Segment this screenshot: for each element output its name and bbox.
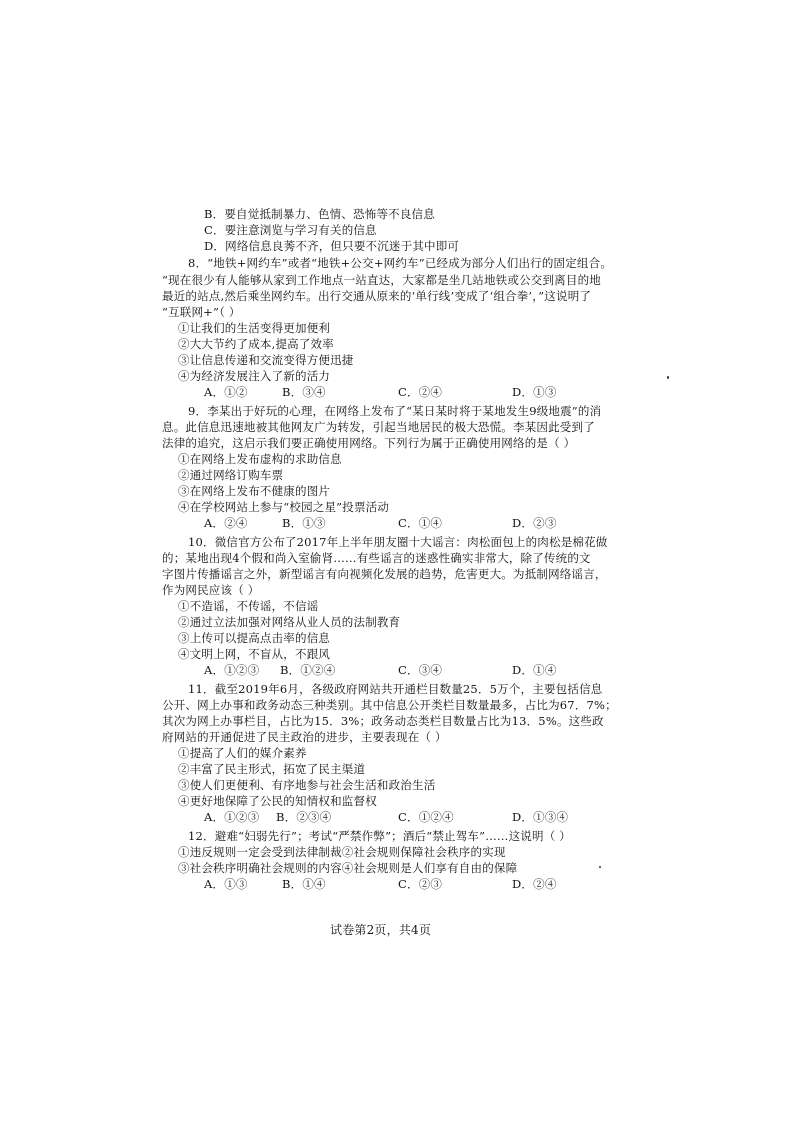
- question-8-statement: ④为经济发展注入了新的活力: [178, 369, 331, 383]
- question-8-statement: ③让信息传递和交流变得方便迅捷: [178, 353, 354, 367]
- question-8-stem: “现在很少有人能够从家到工作地点一站直达，大家都是坐几站地铁或公交到离目的地: [162, 273, 601, 287]
- question-8-statement: ①让我们的生活变得更加便利: [178, 321, 331, 335]
- question-9-stem: 息。此信息迅速地被其他网友广为转发，引起当地居民的极大恐慌。李某因此受到了: [162, 420, 595, 434]
- answer-d: D．②④: [512, 877, 557, 891]
- question-10-statement: ④文明上网，不盲从，不跟风: [178, 647, 331, 661]
- question-9-statement: ①在网络上发布虚构的求助信息: [178, 452, 342, 466]
- answer-c: C．②③: [398, 877, 443, 891]
- answer-a: A．①②③: [204, 663, 260, 677]
- question-8-answers: [0, 384, 794, 400]
- question-11-statement: ④更好地保障了公民的知情权和监督权: [178, 794, 377, 808]
- answer-a: A．①②: [204, 385, 248, 399]
- question-9-answers: [0, 515, 794, 531]
- question-11-stem: 府网站的开通促进了民主政治的进步，主要表现在（ ）: [162, 730, 447, 744]
- option-d: D．网络信息良莠不齐，但只要不沉迷于其中即可: [204, 239, 460, 253]
- question-12-statement: ③社会秩序明确社会规则的内容④社会规则是人们享有自由的保障: [178, 861, 518, 875]
- question-12-answers: [0, 876, 794, 892]
- question-8-stem: 8．“地铁+网约车”或者“地铁+公交+网约车”已经成为部分人们出行的固定组合。: [188, 256, 613, 270]
- answer-c: C．①②④: [398, 810, 454, 824]
- question-11-stem: 其次为网上办事栏目，占比为15．3%；政务动态类栏目数量占比为13．5%。这些政: [162, 714, 604, 728]
- question-12-stem: 12．避难“妇弱先行”；考试“严禁作弊”；酒后“禁止驾车”……这说明（ ）: [188, 829, 571, 843]
- question-9-statement: ②通过网络订购车票: [178, 468, 284, 482]
- question-8-stem: 最近的站点,然后乘坐网约车。出行交通从原来的‘单行线’变成了‘组合拳’，”这说明了: [162, 289, 592, 303]
- question-10-statement: ①不造谣，不传谣，不信谣: [178, 599, 319, 613]
- question-10-stem: 的；某地出现4个假和尚入室偷肾……有些谣言的迷惑性确实非常大，除了传统的文: [162, 551, 591, 565]
- question-11-statement: ①提高了人们的媒介素养: [178, 746, 307, 760]
- question-8-stem: “互联网+”（ ）: [162, 305, 241, 319]
- answer-d: D．①④: [512, 663, 557, 677]
- answer-a: A．②④: [204, 516, 248, 530]
- answer-b: B．①④: [282, 877, 326, 891]
- question-11-stem: 公开、网上办事和政务动态三种类别。其中信息公开类栏目数量最多，占比为67．7%；: [162, 698, 617, 712]
- answer-b: B．②③④: [276, 810, 332, 824]
- answer-d: D．①③: [512, 385, 557, 399]
- answer-c: C．③④: [398, 663, 443, 677]
- question-11-statement: ③使人们更便利、有序地参与社会生活和政治生活: [178, 778, 436, 792]
- question-11-statement: ②丰富了民主形式，拓宽了民主渠道: [178, 762, 366, 776]
- question-12-statement: ①违反规则一定会受到法律制裁②社会规则保障社会秩序的实现: [178, 845, 506, 859]
- question-9-statement: ④在学校网站上参与“校园之星”投票活动: [178, 500, 390, 514]
- question-11-answers: [0, 809, 794, 825]
- scan-speck: [599, 866, 601, 868]
- question-9-stem: 9．李某出于好玩的心理，在网络上发布了“某日某时将于某地发生9级地震”的消: [188, 404, 602, 418]
- answer-b: B．①②④: [280, 663, 336, 677]
- question-10-answers: [0, 662, 794, 678]
- answer-c: C．②④: [398, 385, 443, 399]
- question-9-stem: 法律的追究，这启示我们要正确使用网络。下列行为属于正确使用网络的是（ ）: [162, 436, 576, 450]
- option-c: C．要注意浏览与学习有关的信息: [204, 223, 377, 237]
- answer-a: A．①②③: [204, 810, 260, 824]
- answer-d: D．①③④: [512, 810, 569, 824]
- option-b: B．要自觉抵制暴力、色情、恐怖等不良信息: [204, 207, 435, 221]
- answer-c: C．①④: [398, 516, 443, 530]
- page-footer: 试卷第2页，共4页: [330, 923, 432, 937]
- question-10-statement: ②通过立法加强对网络从业人员的法制教育: [178, 615, 401, 629]
- question-10-stem: 字图片传播谣言之外，新型谣言有向视频化发展的趋势，危害更大。为抵制网络谣言，: [162, 567, 607, 581]
- answer-b: B．③④: [282, 385, 326, 399]
- question-8-statement: ②大大节约了成本,提高了效率: [178, 337, 334, 351]
- answer-b: B．①③: [282, 516, 326, 530]
- question-10-stem: 作为网民应该（ ）: [162, 583, 260, 597]
- answer-a: A．①③: [204, 877, 248, 891]
- question-10-stem: 10．微信官方公布了2017年上半年朋友圈十大谣言：肉松面包上的肉松是棉花做: [188, 535, 608, 549]
- scan-speck: [667, 376, 669, 379]
- question-9-statement: ③在网络上发布不健康的图片: [178, 484, 331, 498]
- answer-d: D．②③: [512, 516, 557, 530]
- question-11-stem: 11．截至2019年6月，各级政府网站共开通栏目数量25．5万个，主要包括信息: [188, 682, 603, 696]
- question-10-statement: ③上传可以提高点击率的信息: [178, 631, 331, 645]
